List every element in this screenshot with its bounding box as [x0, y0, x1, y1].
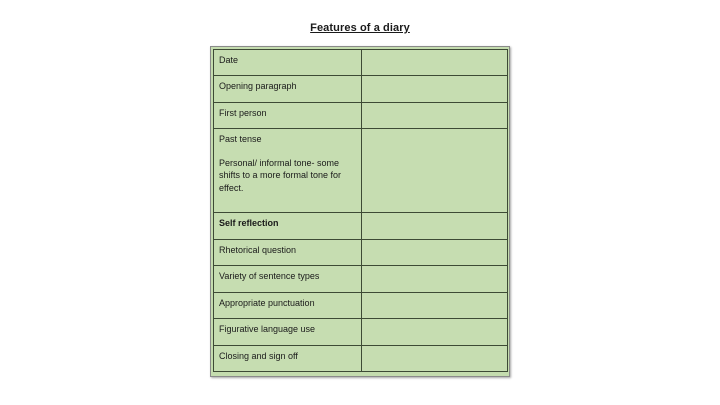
feature-label-cell — [214, 292, 362, 319]
feature-value-cell[interactable] — [362, 50, 508, 76]
feature-label-line: shifts to a more formal tone for — [219, 170, 342, 181]
feature-label: First person — [219, 107, 267, 118]
table-row — [214, 345, 508, 372]
feature-label: Self reflection — [219, 218, 279, 229]
feature-label-cell — [214, 50, 362, 76]
feature-label-block — [219, 133, 356, 194]
table-row — [214, 50, 508, 76]
feature-label: Variety of sentence types — [219, 271, 320, 282]
page-title: Features of a diary — [310, 22, 410, 34]
feature-value-cell[interactable] — [362, 345, 508, 372]
features-table — [213, 49, 508, 372]
feature-label-line: Personal/ informal tone- some — [219, 157, 340, 168]
table-row — [214, 292, 508, 319]
feature-label-line: effect. — [219, 182, 244, 193]
feature-value-cell[interactable] — [362, 76, 508, 102]
feature-label-cell — [214, 76, 362, 102]
table-row — [214, 266, 508, 293]
table-row — [214, 319, 508, 346]
feature-label-cell — [214, 239, 362, 266]
feature-label: Appropriate punctuation — [219, 297, 315, 308]
feature-value-cell[interactable] — [362, 102, 508, 128]
feature-value-cell[interactable] — [362, 292, 508, 319]
feature-label-cell — [214, 319, 362, 346]
feature-value-cell[interactable] — [362, 266, 508, 293]
feature-value-cell[interactable] — [362, 213, 508, 240]
feature-value-cell[interactable] — [362, 239, 508, 266]
feature-label-cell — [214, 345, 362, 372]
table-row — [214, 129, 508, 213]
table-row — [214, 239, 508, 266]
feature-label: Figurative language use — [219, 324, 316, 335]
feature-label: Rhetorical question — [219, 244, 297, 255]
feature-label: Past tense — [219, 134, 262, 145]
feature-value-cell[interactable] — [362, 129, 508, 213]
feature-label: Date — [219, 55, 239, 65]
table-row — [214, 102, 508, 128]
feature-label-cell — [214, 102, 362, 128]
feature-label-cell — [214, 213, 362, 240]
feature-label: Closing and sign off — [219, 350, 298, 361]
table-row — [214, 76, 508, 102]
features-table-frame — [210, 46, 510, 377]
feature-label-cell — [214, 266, 362, 293]
table-row — [214, 213, 508, 240]
feature-label: Opening paragraph — [219, 81, 297, 92]
feature-value-cell[interactable] — [362, 319, 508, 346]
feature-label-cell — [214, 129, 362, 213]
spacer — [219, 146, 356, 157]
